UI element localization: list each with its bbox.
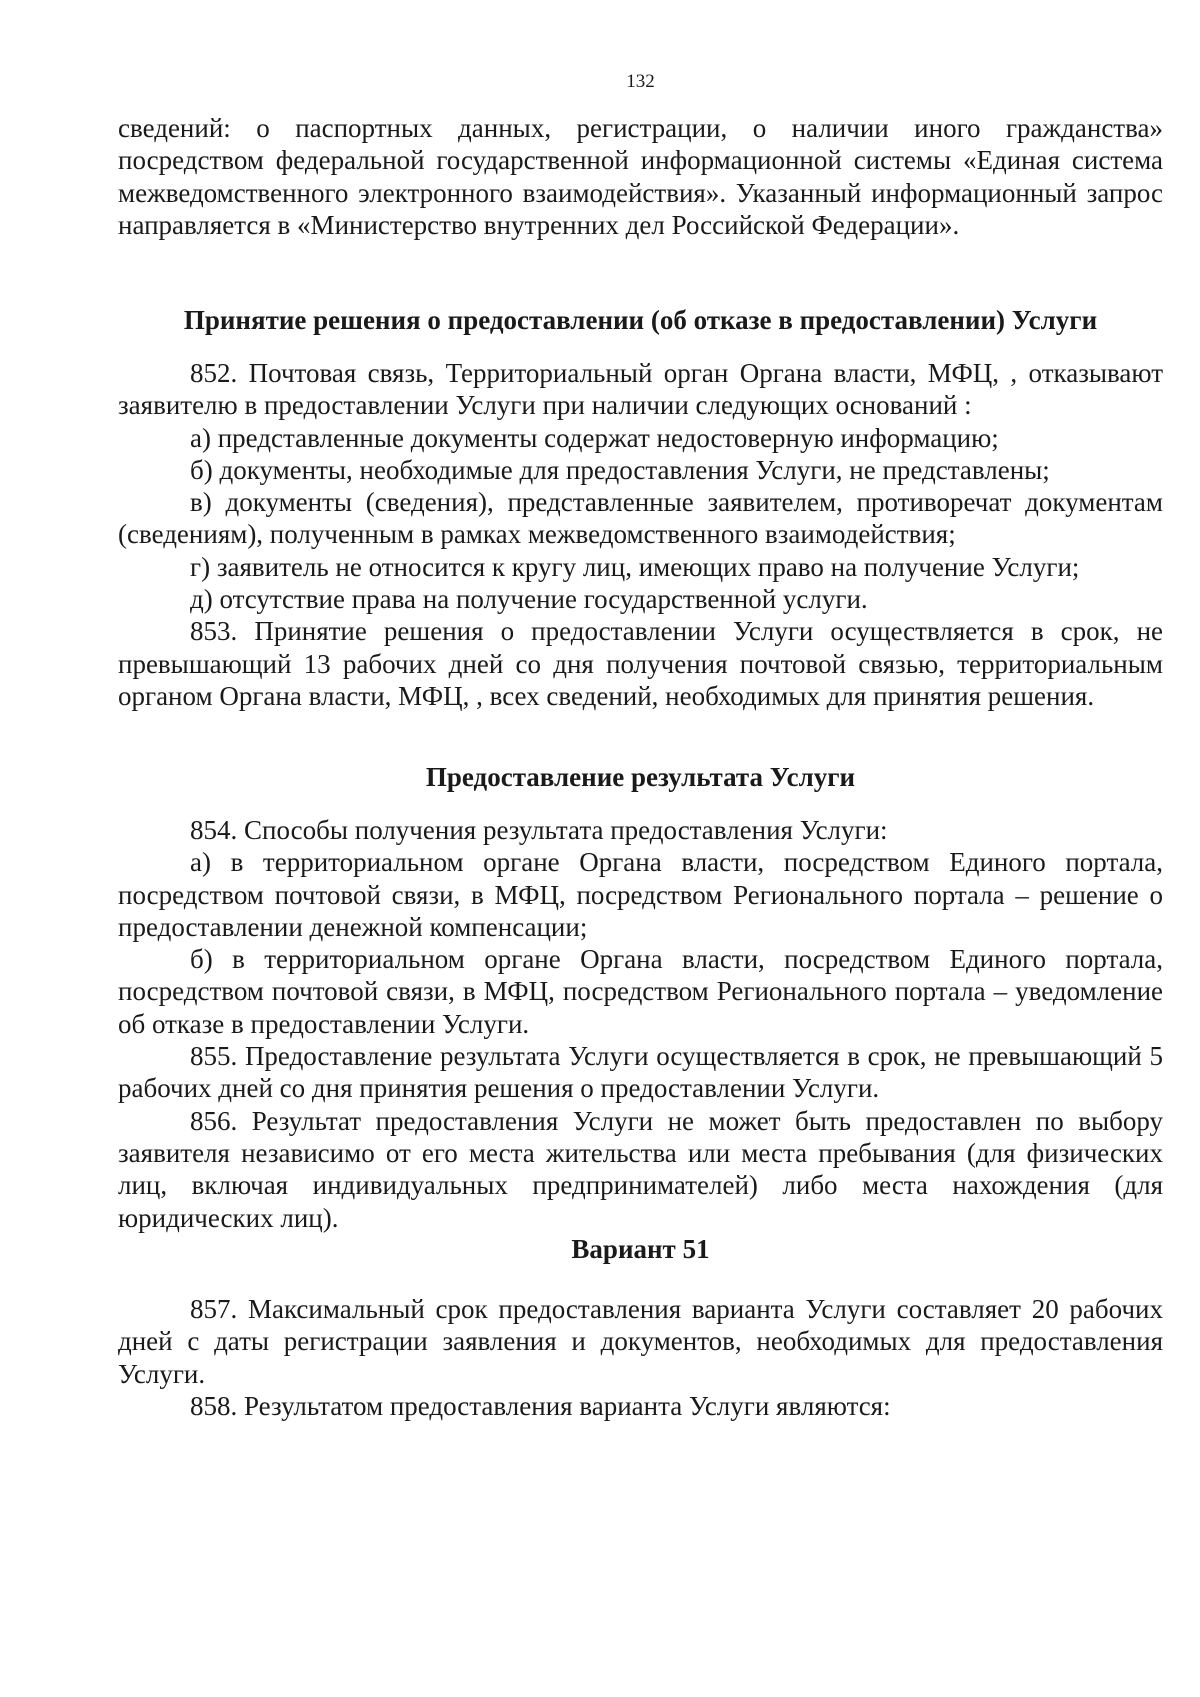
list-item-v: в) документы (сведения), представленные заявителем, противоречат документам (сведениям), полученным в рамках межведомственного взаимодействия; (118, 487, 1163, 550)
section-decision (118, 304, 1163, 336)
paragraph-857: 857. Максимальный срок предоставления варианта Услуги составляет 20 рабочих дней с даты регистрации заявления и документов, необходимых для предоставления Услуги. (118, 1294, 1163, 1389)
paragraph-854: 854. Способы получения результата предоставления Услуги: (190, 815, 888, 845)
list-item-a: а) представленные документы содержат недостоверную информацию; (190, 422, 999, 453)
paragraph-854-a: а) в территориальном органе Органа власти, посредством Единого портала, посредством почтовой связи, в МФЦ, посредством Регионального портала – решение о предоставлении денежной компенсации; (118, 847, 1163, 942)
heading-variant: Вариант 51 (571, 1234, 710, 1264)
paragraph-854-b: б) в территориальном органе Органа власти, посредством Единого портала, посредством почтовой связи, в МФЦ, посредством Регионального портала – уведомление об отказе в предоставлении Услуги. (118, 944, 1163, 1039)
heading-result: Предоставление результата Услуги (425, 762, 856, 792)
decision-block (118, 357, 1163, 712)
paragraph-855: 855. Предоставление результата Услуги осуществляется в срок, не превышающий 5 рабочих дней со дня принятия решения о предоставлении Услуги. (118, 1041, 1163, 1104)
heading-decision: Принятие решения о предоставлении (об отказе в предоставлении) Услуги (183, 305, 1098, 335)
result-block (118, 814, 1163, 1234)
list-item-d: д) отсутствие права на получение государственной услуги. (190, 584, 868, 615)
document-page (118, 0, 1163, 1697)
section-variant (118, 1233, 1163, 1265)
page-number: 132 (626, 71, 655, 92)
list-item-b: б) документы, необходимые для предоставления Услуги, не представлены; (190, 454, 1050, 485)
list-item-g: г) заявитель не относится к кругу лиц, имеющих право на получение Услуги; (190, 551, 1080, 582)
paragraph-intro: сведений: о паспортных данных, регистрации, о наличии иного гражданства» посредством федеральной государственной информационной системы «Единая система межведомственного электронного взаимодействия». Указанный информационный запрос направляется в «Министерство внутренних дел Российской Федерации». (118, 113, 1163, 240)
paragraph-856: 856. Результат предоставления Услуги не может быть предоставлен по выбору заявителя независимо от его места жительства или места пребывания (для физических лиц, включая индивидуальных предпринимателей) либо места нахождения (для юридических лиц). (118, 1105, 1163, 1233)
variant-block (118, 1293, 1163, 1422)
paragraph-853: 853. Принятие решения о предоставлении Услуги осуществляется в срок, не превышающий 13 рабочих дней со дня получения почтовой связью, территориальным органом Органа власти, МФЦ, , всех сведений, необходимых для принятия решения. (118, 616, 1163, 711)
section-result (118, 761, 1163, 793)
paragraph-852: 852. Почтовая связь, Территориальный орган Органа власти, МФЦ, , отказывают заявителю в предоставлении Услуги при наличии следующих оснований : (118, 358, 1163, 421)
intro-block (118, 112, 1163, 241)
paragraph-858: 858. Результатом предоставления варианта Услуги являются: (190, 1390, 891, 1421)
